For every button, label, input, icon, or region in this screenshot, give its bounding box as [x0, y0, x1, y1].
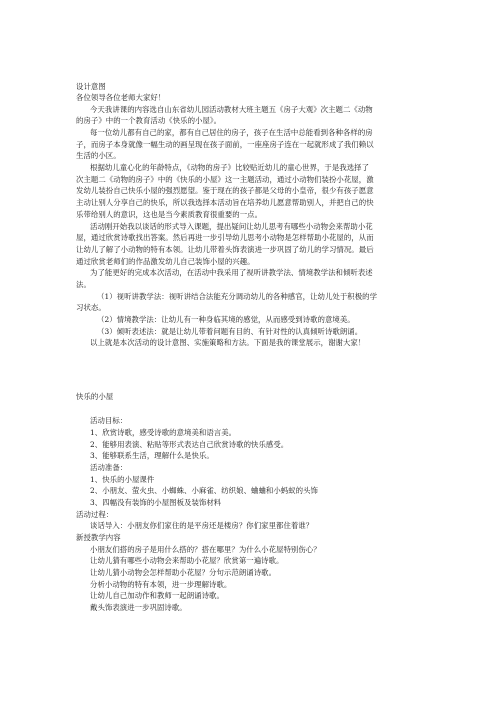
paragraph-line: 主动让别人分享自己的快乐，所以我选择本活动旨在培养幼儿愿意帮助别人，并把自己的快 — [76, 198, 374, 207]
goal-item: 2、能够用表演、粘贴等形式表达自己欣赏诗歌的快乐感受。 — [90, 440, 289, 449]
paragraph-line: 为了能更好的完成本次活动，在活动中我采用了视听讲教学法、情境教学法和倾听表述 — [90, 268, 373, 277]
paragraph-line: 乐带给别人的意识，这也是当今素质教育很重要的一点。 — [76, 210, 263, 219]
goal-item: 3、能够联系生活，理解什么是快乐。 — [90, 451, 214, 460]
paragraph-line: 的房子》中的一个教育活动《快乐的小屋》。 — [76, 116, 222, 125]
paragraph-line: （2）情境教学法：让幼儿有一种身临其境的感觉，从而感受到诗歌的意境美。 — [97, 315, 355, 324]
prep-item: 1、快乐的小屋课件 — [90, 475, 155, 484]
step-line: 让幼儿猜小动物会怎样帮助小花屋？分句示范朗诵诗歌。 — [90, 568, 277, 577]
paragraph-line: 让幼儿了解了小动物的特有本领。让幼儿带着头饰表演进一步巩固了幼儿的学习情况。最后 — [76, 245, 374, 254]
step-line: 小朋友们搭的房子是用什么搭的？搭在哪里？为什么小花屋特别伤心？ — [90, 545, 321, 554]
design-heading: 设计意图 — [76, 82, 106, 91]
paragraph-line: 今天我讲课的内容选自山东省幼儿园活动教材大班主题五《房子大观》次主题二《动物 — [90, 105, 373, 114]
step-line: 让幼儿自己加动作和教师一起朗诵诗歌。 — [90, 591, 224, 600]
lesson-title: 快乐的小屋 — [76, 392, 114, 401]
goal-item: 1、欣赏诗歌，感受诗歌的意境美和语言美。 — [90, 428, 237, 437]
paragraph-line: 屋，通过欣赏诗歌找出答案。然后再进一步引导幼儿思考小动物是怎样帮助小花屋的，从而 — [76, 233, 374, 242]
prep-item: 3、四幅没有装饰的小屋图板及装饰材料 — [90, 498, 222, 507]
paragraph-line: 生活的小区。 — [76, 151, 121, 160]
paragraph-line: 通过欣赏老师们的作品激发幼儿自己装饰小屋的兴趣。 — [76, 257, 255, 266]
paragraph-line: 子，而房子本身就像一幅生动的画呈现在孩子面前，一座座房子连在一起就形成了我们赖以 — [76, 140, 374, 149]
paragraph-line: 习状态。 — [76, 303, 106, 312]
paragraph-line: 次主题二《动物的房子》中的《快乐的小屋》这一主题活动，通过小动物们装扮小花屋，激 — [76, 175, 374, 184]
paragraph-line: 每一位幼儿都有自己的家，都有自己居住的房子，孩子在生活中总能看到各种各样的房 — [90, 128, 373, 137]
paragraph-line: 发幼儿装扮自己快乐小屋的强烈愿望。鉴于现在的孩子都是父母的小皇帝，很少有孩子愿意 — [76, 186, 374, 195]
paragraph-line: （1）视听讲教学法：视听讲结合法能充分调动幼儿的各种感官，让幼儿处于积极的学 — [97, 292, 378, 301]
new-content-heading: 新授教学内容 — [76, 533, 121, 542]
prep-heading: 活动准备： — [90, 463, 128, 472]
paragraph-line: 根据幼儿童心化的年龄特点，《动物的房子》比较贴近幼儿的童心世界，于是我选择了 — [90, 163, 370, 172]
paragraph-line: 法。 — [76, 280, 91, 289]
step-line: 分析小动物的特有本领，进一步理解诗歌。 — [90, 580, 232, 589]
goals-heading: 活动目标： — [90, 416, 128, 425]
paragraph-line: 以上就是本次活动的设计意图、实施策略和方法。下面是我的课堂展示，谢谢大家！ — [90, 338, 366, 347]
paragraph-line: 活动刚开始我以谈话的形式导入课题，提出疑问让幼儿思考有哪些小动物会来帮助小花 — [90, 222, 373, 231]
process-heading: 活动过程： — [76, 510, 114, 519]
prep-item: 2、小朋友、萤火虫、小蜘蛛、小麻雀、纺织娘、蛐蛐和小蚂蚁的头饰 — [90, 486, 318, 495]
step-line: 让幼儿猜有哪些小动物会来帮助小花屋？欣赏第一遍诗歌。 — [90, 556, 284, 565]
step-line: 戴头饰表演进一步巩固诗歌。 — [90, 603, 187, 612]
process-intro: 谈话导入：小朋友你们家住的是平房还是楼房？你们家里都住着谁？ — [90, 521, 314, 530]
paragraph-line: （3）倾听表述法：就是让幼儿带着问题有目的、有针对性的认真倾听诗歌朗诵。 — [97, 327, 363, 336]
greeting: 各位领导各位老师大家好！ — [76, 93, 166, 102]
